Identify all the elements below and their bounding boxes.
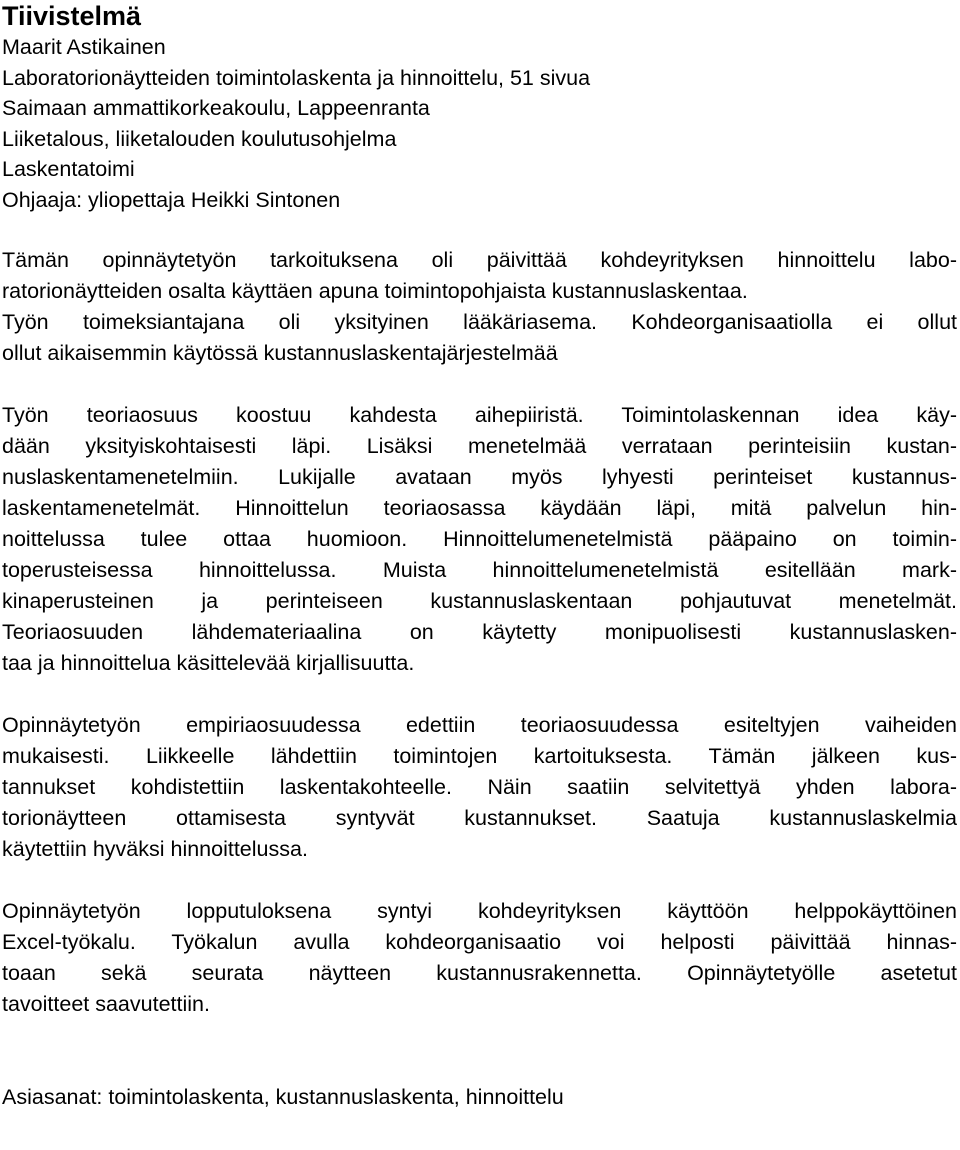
page-title: Tiivistelmä — [2, 1, 142, 31]
degree-programme: Liiketalous, liiketalouden koulutusohjelma — [2, 126, 397, 151]
text-line: Excel-työkalu. Työkalun avulla kohdeorganisaatio voi helposti päivittää hinnas- — [2, 930, 957, 954]
text-line: torionäytteen ottamisesta syntyvät kustannukset. Saatuja kustannuslaskelmia — [2, 806, 957, 830]
text-line: käytettiin hyväksi hinnoittelussa. — [2, 837, 308, 861]
text-line: dään yksityiskohtaisesti läpi. Lisäksi menetelmää verrataan perinteisiin kustan- — [2, 434, 957, 458]
text-line: Teoriaosuuden lähdemateriaalina on käytetty monipuolisesti kustannuslasken- — [2, 620, 957, 644]
text-line: mukaisesti. Liikkeelle lähdettiin toimintojen kartoituksesta. Tämän jälkeen kus- — [2, 744, 957, 768]
thesis-metadata — [2, 32, 957, 215]
text-line: toaan sekä seurata näytteen kustannusrakennetta. Opinnäytetyölle asetetut — [2, 961, 957, 985]
text-line: taa ja hinnoittelua käsittelevää kirjallisuutta. — [2, 651, 415, 675]
specialisation: Laskentatoimi — [2, 157, 135, 181]
text-line: ollut aikaisemmin käytössä kustannuslaskentajärjestelmää — [2, 341, 558, 365]
thesis-title: Laboratorionäytteiden toimintolaskenta ja hinnoittelu, 51 sivua — [2, 65, 591, 90]
abstract-page — [2, 0, 957, 1113]
text-line: ratorionäytteiden osalta käyttäen apuna toimintopohjaista kustannuslaskentaa. — [2, 279, 748, 303]
abstract-body — [2, 245, 957, 1020]
text-line: tavoitteet saavutettiin. — [2, 992, 210, 1016]
text-line: noittelussa tulee ottaa huomioon. Hinnoittelumenetelmistä pääpaino on toimin- — [2, 527, 957, 551]
text-line: tannukset kohdistettiin laskentakohteelle. Näin saatiin selvitettyä yhden labora- — [2, 775, 957, 799]
keywords: Asiasanat: toimintolaskenta, kustannuslaskenta, hinnoittelu — [2, 1085, 564, 1109]
supervisor: Ohjaaja: yliopettaja Heikki Sintonen — [2, 187, 341, 212]
text-line: Työn teoriaosuus koostuu kahdesta aihepiiristä. Toimintolaskennan idea käy- — [2, 403, 957, 427]
text-line: nuslaskentamenetelmiin. Lukijalle avataan myös lyhyesti perinteiset kustannus- — [2, 465, 957, 489]
text-line: laskentamenetelmät. Hinnoittelun teoriaosassa käydään läpi, mitä palvelun hin- — [2, 496, 957, 520]
text-line: toperusteisessa hinnoittelussa. Muista hinnoittelumenetelmistä esitellään mark- — [2, 558, 957, 582]
author: Maarit Astikainen — [2, 35, 166, 59]
institution: Saimaan ammattikorkeakoulu, Lappeenranta — [2, 96, 430, 120]
paragraph-theory — [2, 400, 957, 679]
text-line: Opinnäytetyön lopputuloksena syntyi kohdeyrityksen käyttöön helppokäyttöinen — [2, 899, 957, 923]
paragraph-empirical — [2, 710, 957, 865]
paragraph-aim — [2, 245, 957, 369]
text-line: kinaperusteinen ja perinteiseen kustannuslaskentaan pohjautuvat menetelmät. — [2, 589, 957, 613]
text-line: Tämän opinnäytetyön tarkoituksena oli päivittää kohdeyrityksen hinnoittelu labo- — [2, 248, 957, 272]
paragraph-result — [2, 896, 957, 1020]
text-line: Työn toimeksiantajana oli yksityinen lääkäriasema. Kohdeorganisaatiolla ei ollut — [2, 310, 957, 334]
text-line: Opinnäytetyön empiriaosuudessa edettiin teoriaosuudessa esiteltyjen vaiheiden — [2, 713, 957, 737]
